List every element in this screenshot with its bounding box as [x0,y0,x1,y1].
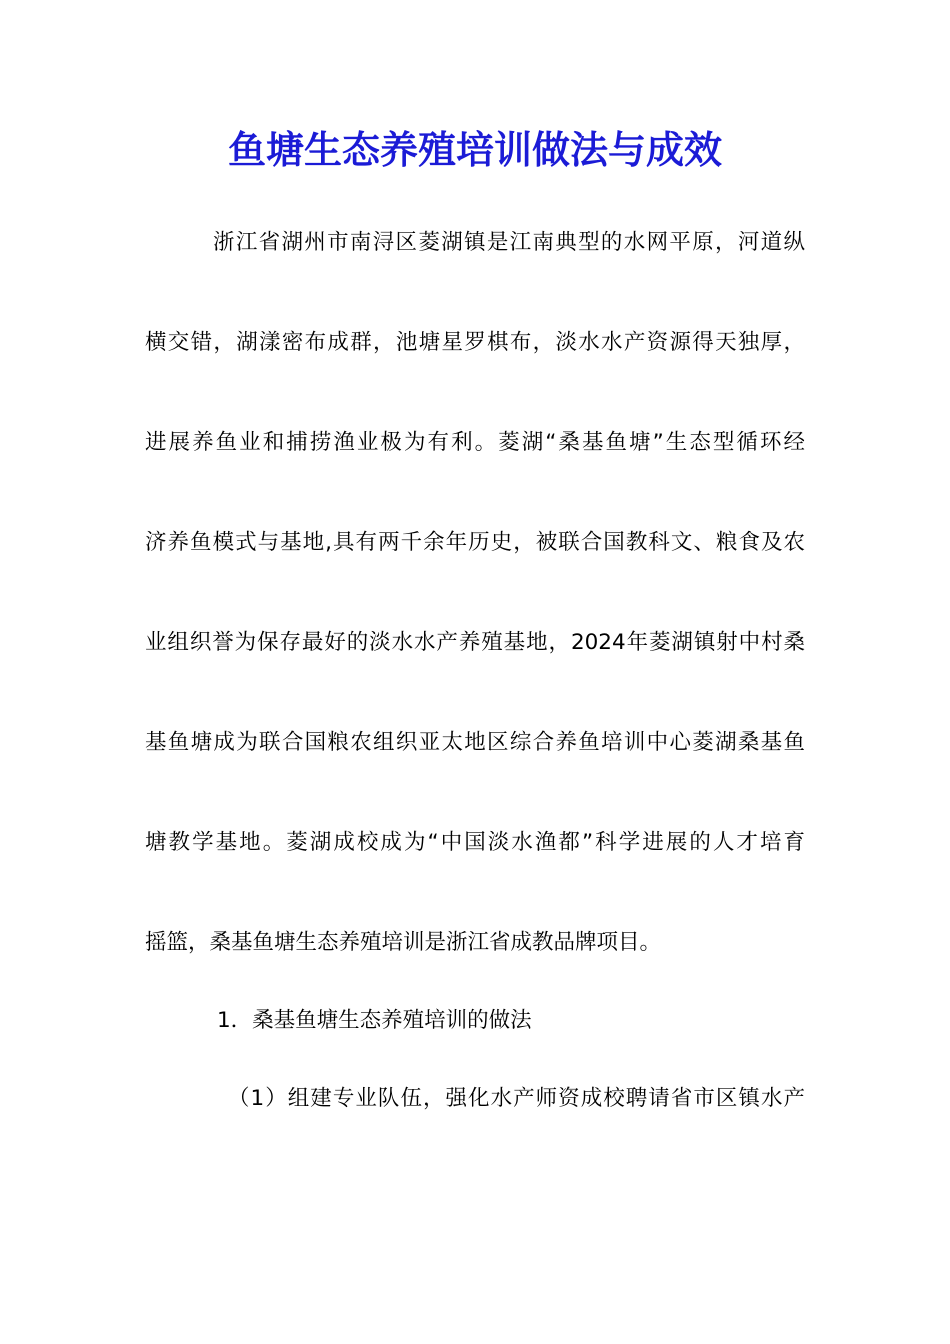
paragraph-line: 摇篮，桑基鱼塘生态养殖培训是浙江省成教品牌项目。 [145,930,662,955]
paragraph-line: 业组织誉为保存最好的淡水水产养殖基地，2024年菱湖镇射中村桑 [145,630,805,655]
paragraph-line: 塘教学基地。菱湖成校成为“中国淡水渔都”科学进展的人才培育 [145,830,805,855]
paragraph-line: 济养鱼模式与基地,具有两千余年历史，被联合国教科文、粮食及农 [145,530,805,555]
paragraph-line: （1）组建专业队伍，强化水产师资成校聘请省市区镇水产 [228,1086,805,1111]
paragraph-line: 横交错，湖漾密布成群，池塘星罗棋布，淡水水产资源得天独厚， [145,330,805,355]
paragraph-line: 浙江省湖州市南浔区菱湖镇是江南典型的水网平原，河道纵 [213,230,805,255]
paragraph-line: 进展养鱼业和捕捞渔业极为有利。菱湖“桑基鱼塘”生态型循环经 [145,430,805,455]
document-title: 鱼塘生态养殖培训做法与成效 [227,127,722,172]
paragraph-line: 基鱼塘成为联合国粮农组织亚太地区综合养鱼培训中心菱湖桑基鱼 [145,730,805,755]
section-heading: 1．桑基鱼塘生态养殖培训的做法 [217,1008,532,1033]
